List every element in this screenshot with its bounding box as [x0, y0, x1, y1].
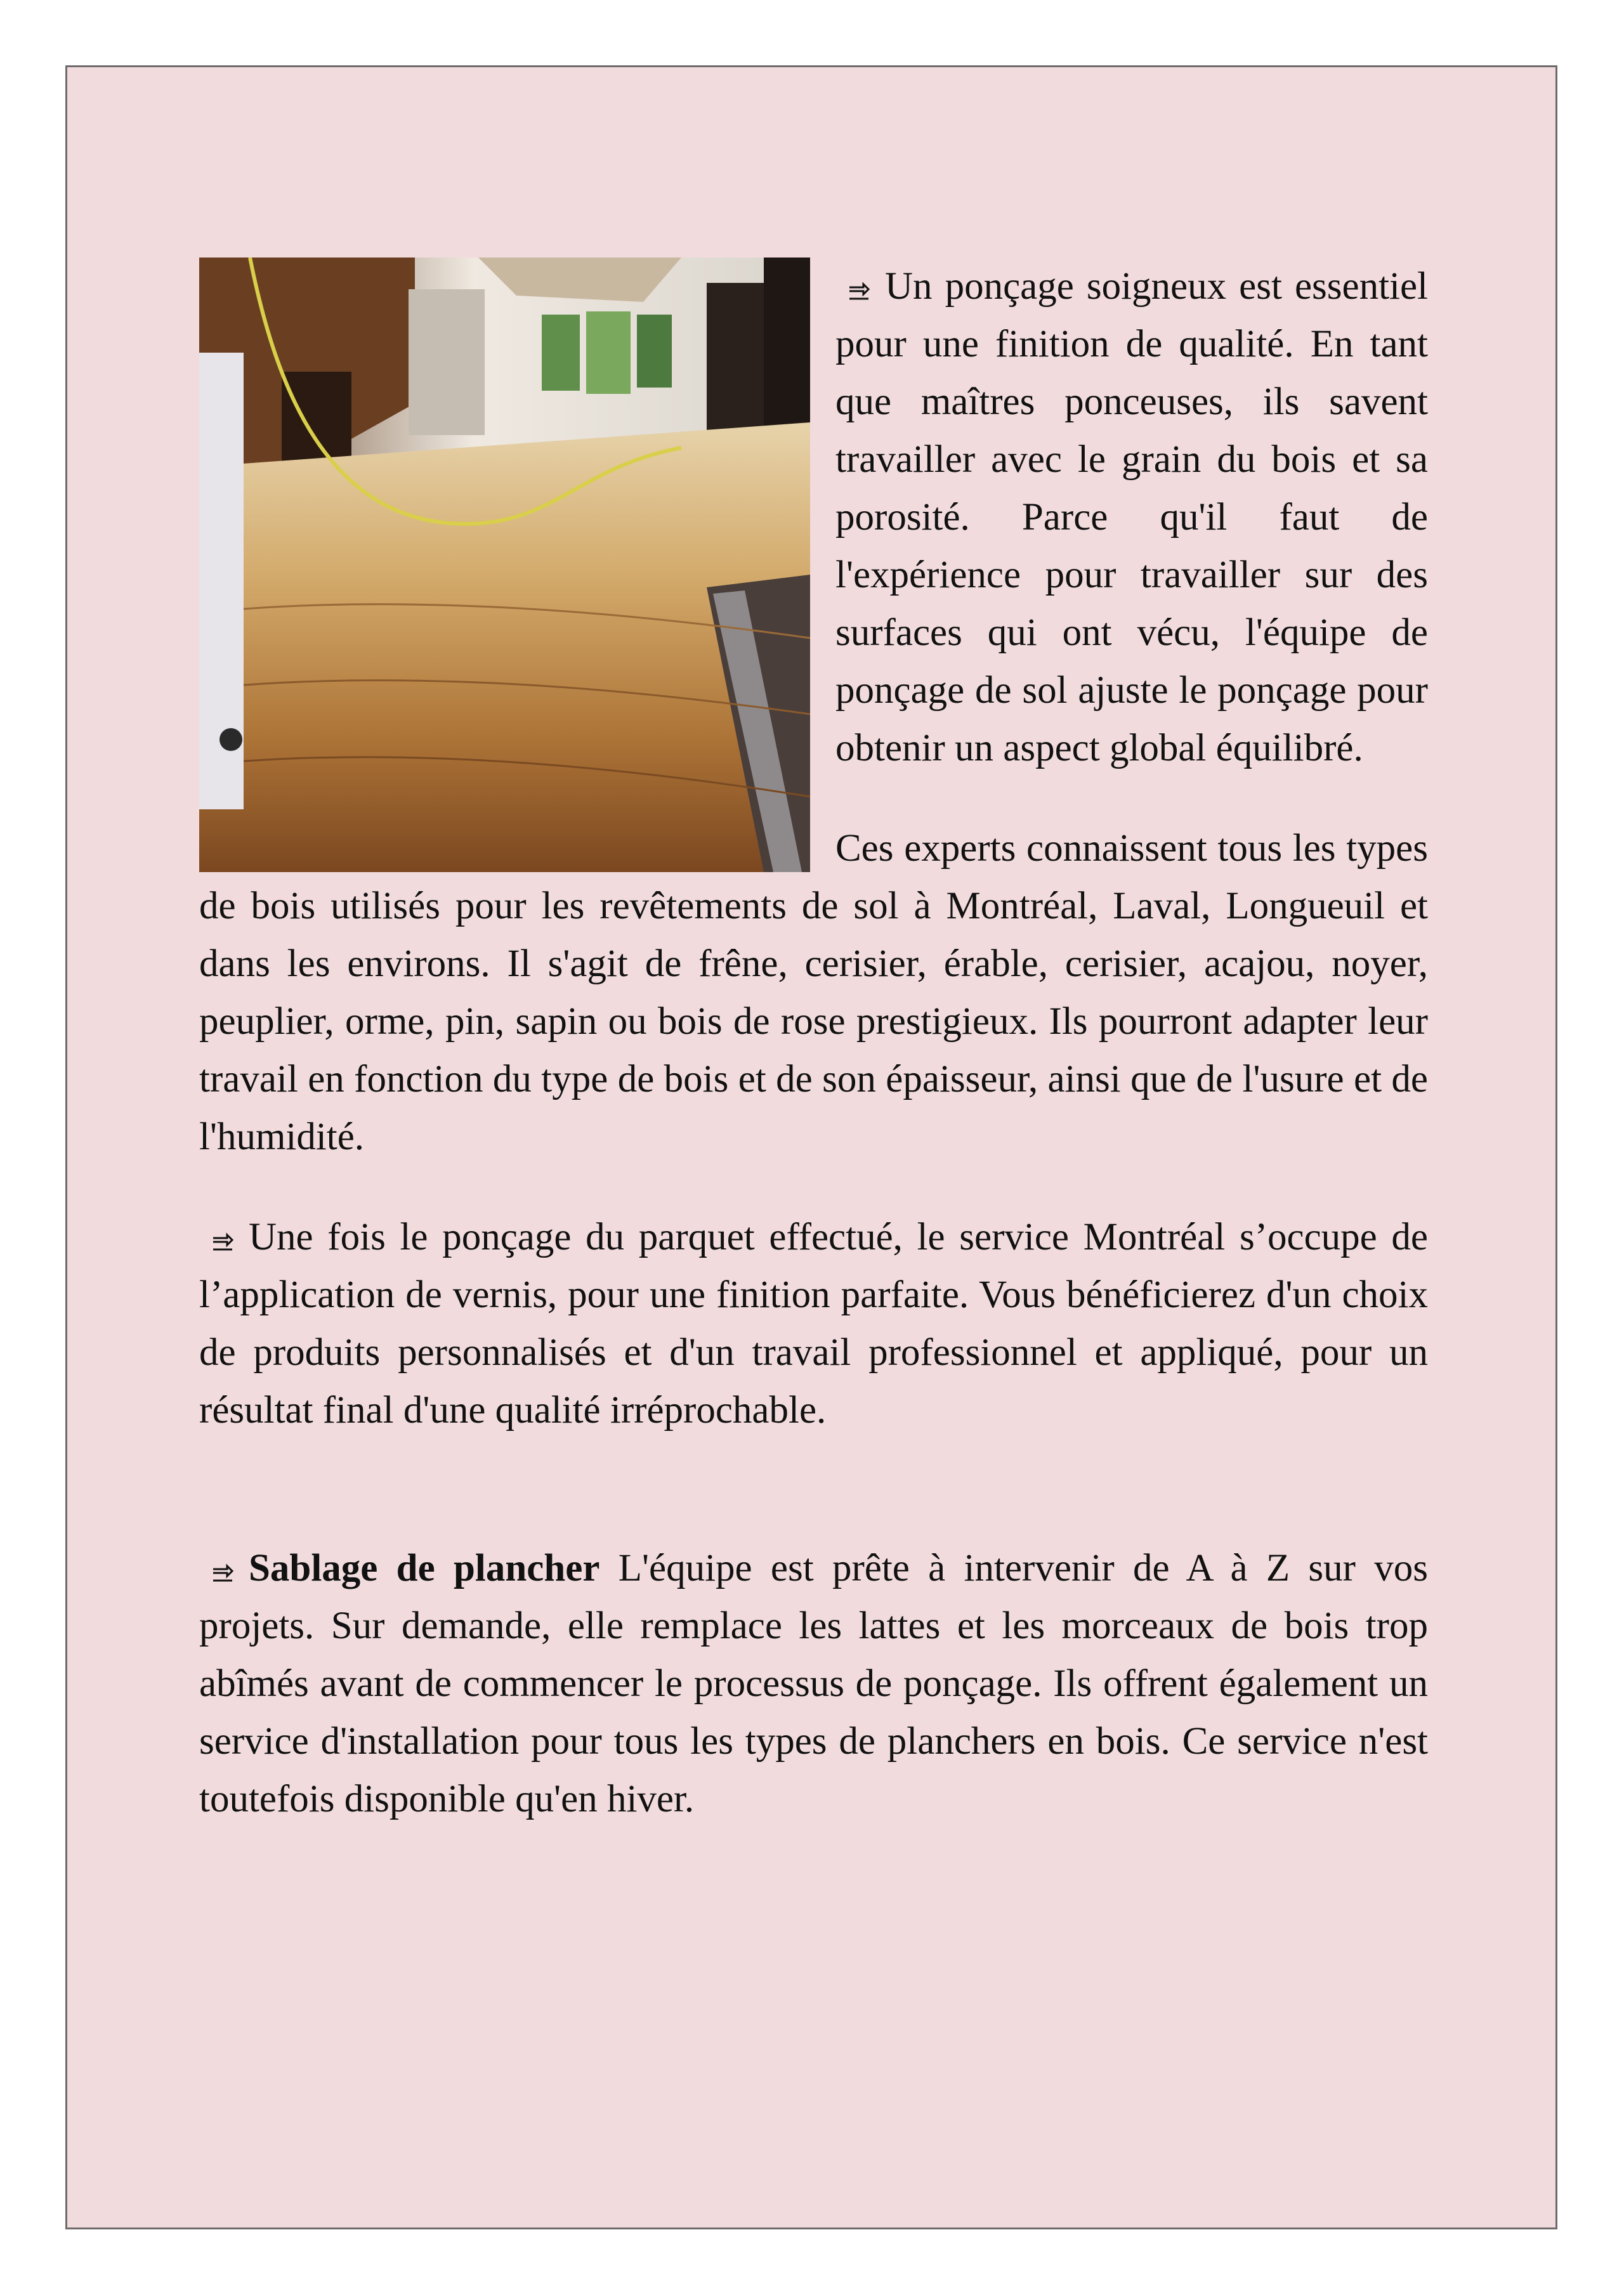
paragraph-spacer [199, 1166, 1428, 1208]
floor-sanding-photo [199, 258, 810, 872]
floor-sanding-text: L'équipe est prête à intervenir de A à Z sur vos projets. Sur demande, elle remplace les lattes et les morceaux de bois trop abîmés avant de commencer le processus de ponçage. Ils offrent également un service d'installation pour tous les types de planchers en bois. Ce service n'est toutefois disponible qu'en hiver. [199, 1547, 1428, 1820]
paragraph-floor-sanding [199, 1539, 1428, 1828]
paragraph-spacer [199, 1439, 1428, 1539]
bullet-arrow-icon [211, 1559, 235, 1584]
paragraph-intro-text: Un ponçage soigneux est essentiel pour une finition de qualité. En tant que maîtres ponceuses, ils savent travailler avec le grain du bois et sa porosité. Parce qu'il faut de l'expérience pour travailler sur des surfaces qui ont vécu, l'équipe de ponçage de sol ajuste le ponçage pour obtenir un aspect global équilibré. [835, 265, 1428, 769]
bullet-arrow-icon [211, 1228, 235, 1253]
document-content [199, 258, 1428, 1828]
paragraph-intro [199, 258, 1428, 777]
bullet-arrow-icon [847, 277, 871, 303]
paragraph-wood-types: Ces experts connaissent tous les types de bois utilisés pour les revêtements de sol à Montréal, Laval, Longueuil et dans les environs. Il s'agit de frêne, cerisier, érable, cerisier, acajou, noyer, peuplier, orme, pin, sapin ou bois de rose prestigieux. Ils pourront adapter leur travail en fonction du type de bois et de son épaisseur, ainsi que de l'usure et de l'humidité. [199, 827, 1428, 1158]
document-page [65, 65, 1557, 2229]
paragraph-varnish [199, 1208, 1428, 1439]
floor-sanding-heading: Sablage de plancher [249, 1547, 600, 1589]
paragraph-varnish-text: Une fois le ponçage du parquet effectué, le service Montréal s’occupe de l’application de vernis, pour une finition parfaite. Vous bénéficierez d'un choix de produits personnalisés et d'un travail professionnel et appliqué, pour un résultat final d'une qualité irréprochable. [199, 1216, 1428, 1432]
